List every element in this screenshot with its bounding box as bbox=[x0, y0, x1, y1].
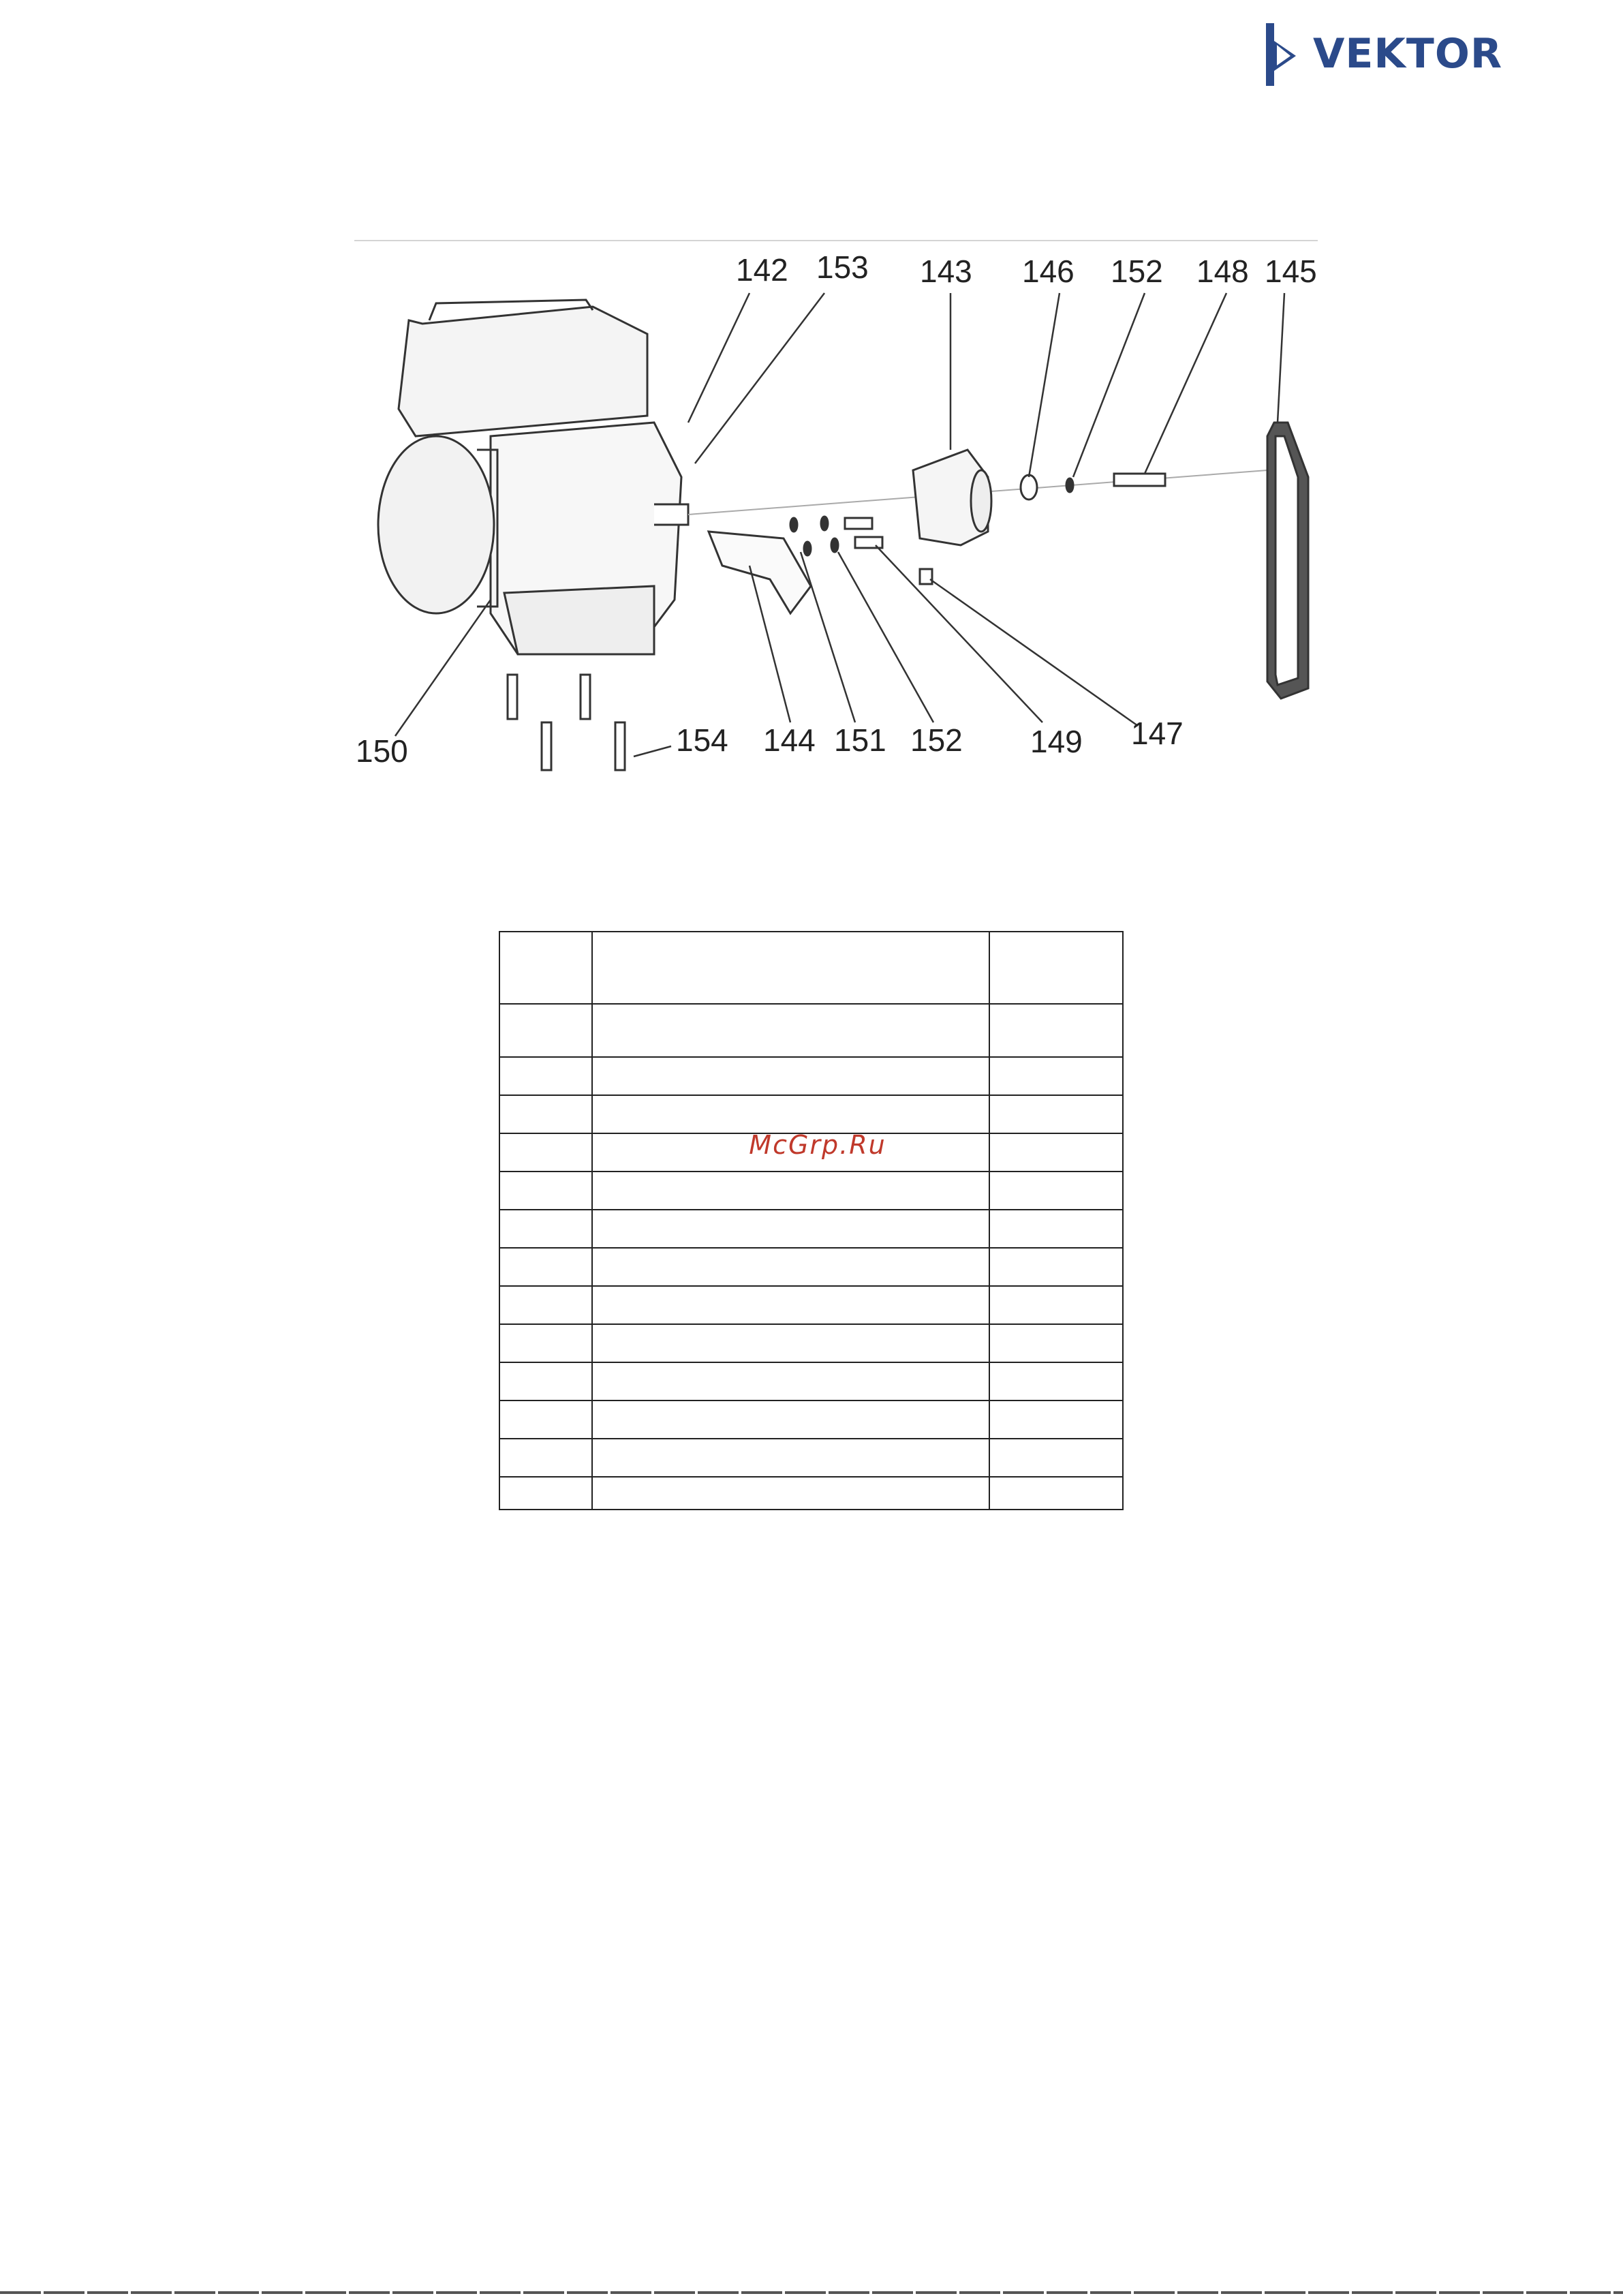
table-cell bbox=[989, 1324, 1123, 1362]
table-cell bbox=[499, 1362, 592, 1400]
table-row bbox=[499, 1248, 1123, 1286]
table-cell bbox=[499, 1286, 592, 1324]
table-cell bbox=[989, 1400, 1123, 1439]
table-row bbox=[499, 1172, 1123, 1210]
table-cell bbox=[592, 1324, 989, 1362]
table-cell bbox=[989, 1004, 1123, 1057]
table-cell bbox=[499, 1439, 592, 1477]
callout-152-bottom: 152 bbox=[910, 722, 963, 758]
table-cell bbox=[499, 1248, 592, 1286]
table-cell bbox=[499, 1172, 592, 1210]
parts-table bbox=[499, 931, 1124, 1510]
table-cell bbox=[499, 1095, 592, 1133]
table-cell bbox=[499, 1133, 592, 1172]
callout-142: 142 bbox=[736, 252, 788, 288]
table-row bbox=[499, 1400, 1123, 1439]
table-cell bbox=[592, 1057, 989, 1095]
exploded-parts-diagram bbox=[0, 0, 1623, 818]
stud-2 bbox=[542, 722, 551, 770]
table-cell bbox=[592, 1286, 989, 1324]
callout-153: 153 bbox=[816, 249, 869, 285]
footer-rule bbox=[0, 2291, 1623, 2294]
callout-145: 145 bbox=[1265, 254, 1317, 289]
table-cell bbox=[499, 1324, 592, 1362]
table-cell bbox=[989, 1477, 1123, 1510]
table-cell bbox=[989, 1362, 1123, 1400]
crankshaft bbox=[654, 504, 688, 525]
table-cell bbox=[592, 1400, 989, 1439]
table-cell bbox=[989, 1439, 1123, 1477]
table-cell bbox=[499, 1477, 592, 1510]
table-row bbox=[499, 1477, 1123, 1510]
bolt-upper bbox=[845, 518, 872, 529]
table-header-row bbox=[499, 932, 1123, 1004]
stud-1 bbox=[508, 675, 517, 719]
key bbox=[920, 569, 932, 584]
table-cell bbox=[499, 1210, 592, 1248]
washer-152b bbox=[1066, 478, 1073, 492]
table-row bbox=[499, 1004, 1123, 1057]
table-cell bbox=[989, 1172, 1123, 1210]
table-row bbox=[499, 1057, 1123, 1095]
stud-3 bbox=[581, 675, 590, 719]
callout-144: 144 bbox=[763, 722, 816, 758]
table-row bbox=[499, 1095, 1123, 1133]
brand-name: VEKTOR bbox=[1313, 30, 1503, 78]
bolt-148 bbox=[1114, 474, 1165, 486]
table-cell bbox=[989, 1095, 1123, 1133]
table-cell bbox=[592, 1172, 989, 1210]
table-cell bbox=[499, 932, 592, 1004]
table-cell bbox=[592, 1004, 989, 1057]
callout-146: 146 bbox=[1022, 254, 1075, 289]
table-row bbox=[499, 1439, 1123, 1477]
table-cell bbox=[499, 1057, 592, 1095]
table-row bbox=[499, 1286, 1123, 1324]
table-cell bbox=[592, 1477, 989, 1510]
washer-152a bbox=[821, 517, 828, 530]
table-row bbox=[499, 1324, 1123, 1362]
table-cell bbox=[592, 1210, 989, 1248]
recoil-starter bbox=[378, 436, 494, 613]
table-cell bbox=[499, 1400, 592, 1439]
washer-146 bbox=[1021, 475, 1037, 500]
watermark-text: McGrp.Ru bbox=[749, 1130, 886, 1160]
table-cell bbox=[499, 1004, 592, 1057]
callout-150: 150 bbox=[356, 733, 408, 769]
callout-152-top: 152 bbox=[1111, 254, 1163, 289]
table-cell bbox=[989, 1248, 1123, 1286]
table-cell bbox=[592, 1439, 989, 1477]
table-cell bbox=[989, 1133, 1123, 1172]
engine-fuel-tank bbox=[399, 307, 647, 436]
table-cell bbox=[592, 1248, 989, 1286]
table-cell bbox=[989, 1210, 1123, 1248]
callout-154: 154 bbox=[676, 722, 728, 758]
table-cell bbox=[592, 932, 989, 1004]
table-row bbox=[499, 1210, 1123, 1248]
callout-147: 147 bbox=[1131, 716, 1184, 751]
callout-149: 149 bbox=[1030, 724, 1083, 759]
table-cell bbox=[592, 1362, 989, 1400]
callout-148: 148 bbox=[1196, 254, 1249, 289]
table-cell bbox=[989, 1057, 1123, 1095]
table-row bbox=[499, 1362, 1123, 1400]
table-cell bbox=[989, 1286, 1123, 1324]
bolt-149 bbox=[855, 537, 882, 548]
stud-4 bbox=[615, 722, 625, 770]
washer-151 bbox=[790, 518, 797, 532]
bracket bbox=[709, 532, 811, 613]
table-cell bbox=[989, 932, 1123, 1004]
callout-151: 151 bbox=[834, 722, 886, 758]
engine-base bbox=[504, 586, 654, 654]
table-cell bbox=[592, 1095, 989, 1133]
callout-143: 143 bbox=[920, 254, 972, 289]
